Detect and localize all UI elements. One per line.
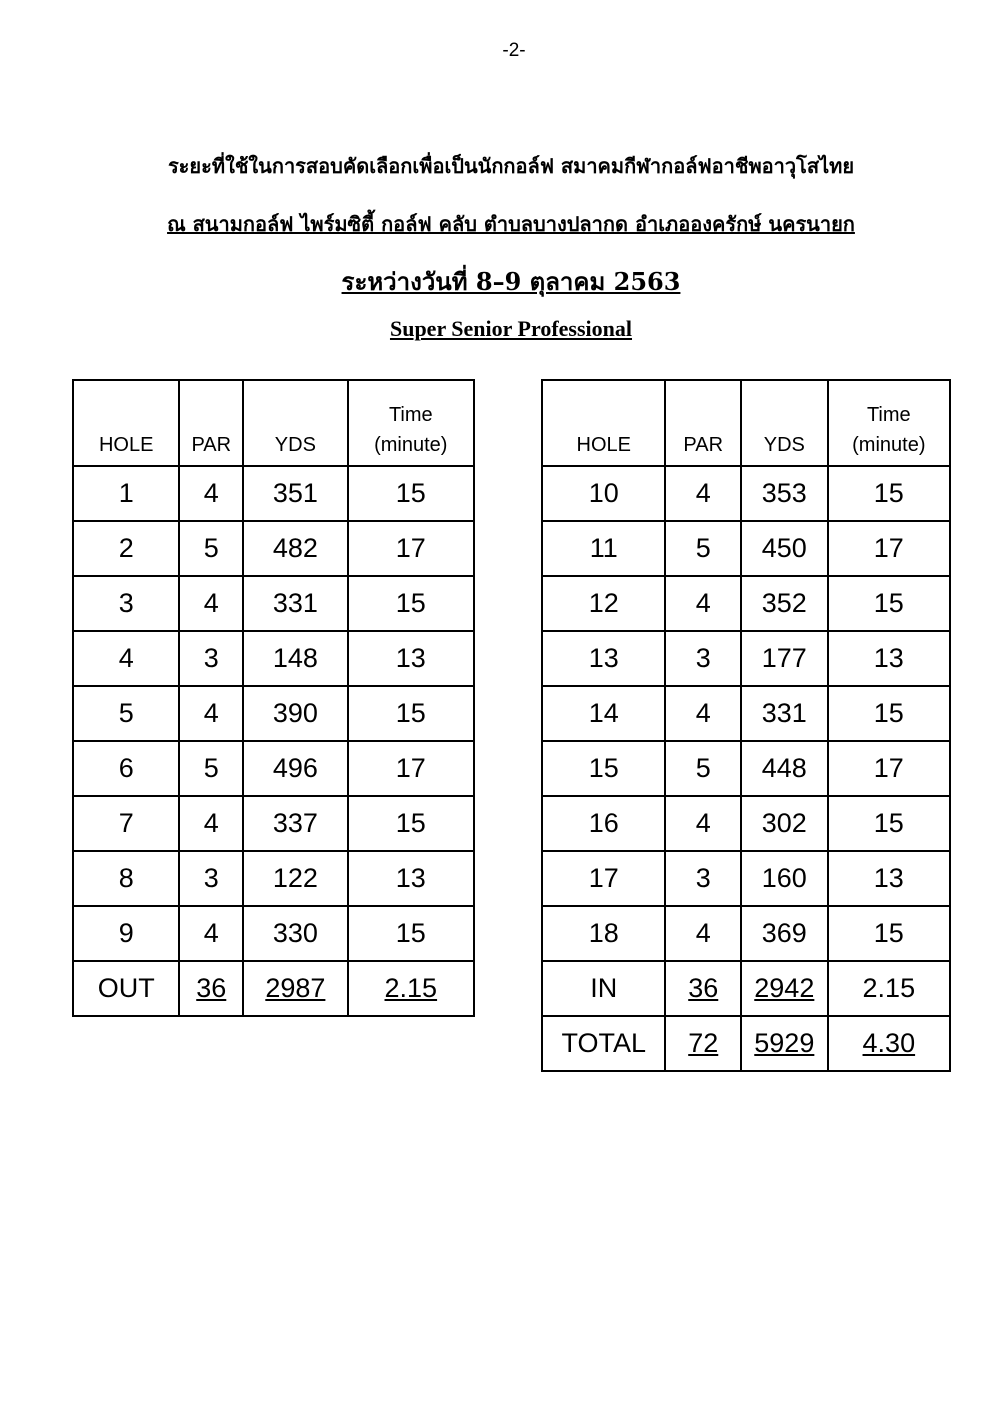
in-label: IN (542, 961, 665, 1016)
header-hole: HOLE (542, 380, 665, 466)
cell-time: 15 (348, 576, 474, 631)
cell-hole: 7 (73, 796, 179, 851)
cell-yds: 496 (243, 741, 347, 796)
cell-par: 4 (179, 466, 243, 521)
total-par: 72 (665, 1016, 741, 1071)
cell-hole: 15 (542, 741, 665, 796)
cell-time: 15 (828, 796, 950, 851)
page-number: -2- (502, 40, 526, 61)
in-yds: 2942 (741, 961, 828, 1016)
cell-par: 3 (665, 631, 741, 686)
cell-par: 4 (179, 576, 243, 631)
cell-yds: 330 (243, 906, 347, 961)
cell-time: 17 (828, 521, 950, 576)
header-yds: YDS (741, 380, 828, 466)
cell-par: 4 (665, 466, 741, 521)
header-yds: YDS (243, 380, 347, 466)
cell-par: 4 (665, 906, 741, 961)
cell-time: 13 (828, 851, 950, 906)
cell-yds: 302 (741, 796, 828, 851)
cell-hole: 1 (73, 466, 179, 521)
cell-par: 5 (179, 741, 243, 796)
cell-yds: 122 (243, 851, 347, 906)
cell-yds: 148 (243, 631, 347, 686)
back-nine-table (541, 379, 951, 1072)
cell-time: 17 (348, 741, 474, 796)
in-total-row (542, 961, 950, 1016)
title-line-2: ณ สนามกอล์ฟ ไพร์มซิตี้ กอล์ฟ คลับ ตำบลบางปลากด อำเภอองครักษ์ นครนายก (167, 212, 855, 236)
header-par: PAR (665, 380, 741, 466)
cell-time: 17 (348, 521, 474, 576)
cell-time: 15 (828, 686, 950, 741)
table-row (542, 851, 950, 906)
cell-par: 4 (179, 686, 243, 741)
cell-time: 15 (348, 466, 474, 521)
out-yds: 2987 (243, 961, 347, 1016)
cell-hole: 11 (542, 521, 665, 576)
table-row (542, 686, 950, 741)
out-label: OUT (73, 961, 179, 1016)
table-row (542, 796, 950, 851)
table-row (73, 686, 474, 741)
cell-par: 4 (665, 796, 741, 851)
header-time-unit: (minute) (374, 434, 448, 456)
table-row (73, 741, 474, 796)
header-time-unit: (minute) (852, 434, 926, 456)
header-time-label: Time (866, 404, 911, 426)
table-row (542, 631, 950, 686)
table-row (542, 466, 950, 521)
cell-hole: 2 (73, 521, 179, 576)
cell-yds: 448 (741, 741, 828, 796)
header-hole: HOLE (73, 380, 179, 466)
cell-time: 13 (348, 851, 474, 906)
cell-time: 17 (828, 741, 950, 796)
total-label: TOTAL (542, 1016, 665, 1071)
cell-hole: 10 (542, 466, 665, 521)
front-nine-table (72, 379, 475, 1017)
cell-time: 15 (828, 466, 950, 521)
back-nine-rows (542, 466, 950, 961)
table-row (542, 906, 950, 961)
cell-time: 15 (348, 686, 474, 741)
cell-yds: 390 (243, 686, 347, 741)
cell-yds: 177 (741, 631, 828, 686)
cell-hole: 6 (73, 741, 179, 796)
table-row (73, 521, 474, 576)
title-date: ระหว่างวันที่ 8–9 ตุลาคม 2563 (341, 267, 681, 296)
cell-yds: 160 (741, 851, 828, 906)
table-row (542, 576, 950, 631)
cell-time: 15 (828, 576, 950, 631)
cell-par: 4 (179, 906, 243, 961)
table-row (73, 851, 474, 906)
cell-par: 4 (179, 796, 243, 851)
header-row (73, 380, 474, 466)
cell-hole: 12 (542, 576, 665, 631)
cell-hole: 14 (542, 686, 665, 741)
header-par: PAR (179, 380, 243, 466)
cell-par: 3 (665, 851, 741, 906)
front-nine-rows (73, 466, 474, 961)
cell-yds: 351 (243, 466, 347, 521)
cell-par: 4 (665, 576, 741, 631)
cell-par: 5 (665, 741, 741, 796)
table-row (542, 741, 950, 796)
cell-yds: 353 (741, 466, 828, 521)
cell-par: 3 (179, 851, 243, 906)
cell-par: 3 (179, 631, 243, 686)
out-total-row (73, 961, 474, 1016)
table-row (73, 796, 474, 851)
header-time (348, 380, 474, 466)
cell-time: 13 (828, 631, 950, 686)
cell-hole: 3 (73, 576, 179, 631)
cell-par: 5 (179, 521, 243, 576)
table-row (73, 906, 474, 961)
title-line-1: ระยะที่ใช้ในการสอบคัดเลือกเพื่อเป็นนักกอล์ฟ สมาคมกีฬากอล์ฟอาชีพอาวุโสไทย (167, 154, 855, 178)
cell-hole: 18 (542, 906, 665, 961)
cell-time: 13 (348, 631, 474, 686)
cell-hole: 5 (73, 686, 179, 741)
cell-hole: 17 (542, 851, 665, 906)
grand-total-row (542, 1016, 950, 1071)
cell-hole: 13 (542, 631, 665, 686)
cell-hole: 8 (73, 851, 179, 906)
cell-time: 15 (828, 906, 950, 961)
cell-yds: 331 (741, 686, 828, 741)
header-time (828, 380, 950, 466)
cell-yds: 369 (741, 906, 828, 961)
cell-yds: 337 (243, 796, 347, 851)
table-row (73, 631, 474, 686)
cell-par: 4 (665, 686, 741, 741)
header-row (542, 380, 950, 466)
cell-hole: 9 (73, 906, 179, 961)
cell-yds: 482 (243, 521, 347, 576)
table-row (73, 576, 474, 631)
in-par: 36 (665, 961, 741, 1016)
cell-par: 5 (665, 521, 741, 576)
table-row (542, 521, 950, 576)
cell-yds: 331 (243, 576, 347, 631)
table-row (73, 466, 474, 521)
in-time: 2.15 (828, 961, 950, 1016)
cell-hole: 4 (73, 631, 179, 686)
header-time-label: Time (388, 404, 433, 426)
out-par: 36 (179, 961, 243, 1016)
title-category: Super Senior Professional (389, 316, 633, 341)
cell-yds: 352 (741, 576, 828, 631)
total-time: 4.30 (828, 1016, 950, 1071)
out-time: 2.15 (348, 961, 474, 1016)
cell-time: 15 (348, 906, 474, 961)
total-yds: 5929 (741, 1016, 828, 1071)
cell-yds: 450 (741, 521, 828, 576)
cell-hole: 16 (542, 796, 665, 851)
cell-time: 15 (348, 796, 474, 851)
